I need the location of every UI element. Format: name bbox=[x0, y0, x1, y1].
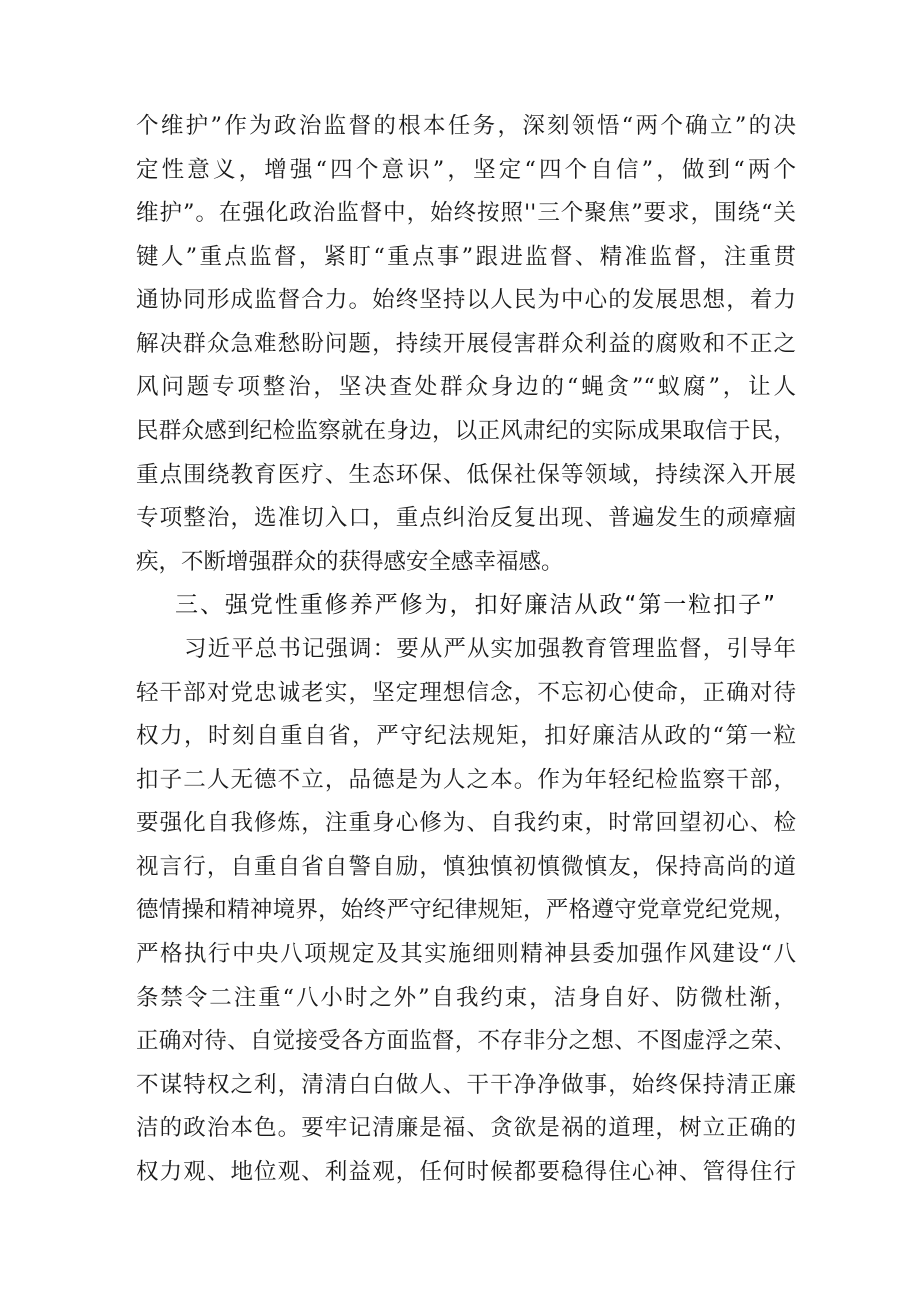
paragraph-1-line: 疾，不断增强群众的获得感安全感幸福感。 bbox=[136, 549, 564, 575]
paragraph-1-line: 键人”重点监督，紧盯“重点事”跟进监督、精准监督，注重贯 bbox=[136, 244, 796, 270]
paragraph-2-line: 不谋特权之利，清清白白做人、干干净净做事，始终保持清正廉 bbox=[136, 1072, 796, 1098]
paragraph-2-line: 轻干部对党忠诚老实，坚定理想信念，不忘初心使命，正确对待 bbox=[136, 680, 796, 706]
paragraph-2-line: 条禁令二注重“八小时之外”自我约束，洁身自好、防微杜渐， bbox=[136, 985, 796, 1011]
paragraph-1-line: 维护”。在强化政治监督中，始终按照''三个聚焦”要求，围绕“关 bbox=[136, 200, 796, 226]
paragraph-2-line: 德情操和精神境界，始终严守纪律规矩，严格遵守党章党纪党规， bbox=[136, 897, 796, 923]
paragraph-2-line: 扣子二人无德不立，品德是为人之本。作为年轻纪检监察干部， bbox=[136, 767, 796, 793]
paragraph-1-line: 民群众感到纪检监察就在身边，以正风肃纪的实际成果取信于民， bbox=[136, 418, 796, 444]
paragraph-1-line: 个维护”作为政治监督的根本任务，深刻领悟“两个确立”的决 bbox=[136, 113, 796, 139]
paragraph-1-line: 通协同形成监督合力。始终坚持以人民为中心的发展思想，着力 bbox=[136, 287, 796, 313]
paragraph-1-line: 风问题专项整治，坚决查处群众身边的“蝇贪”“蚁腐”，让人 bbox=[136, 374, 796, 400]
paragraph-1-line: 重点围绕教育医疗、生态环保、低保社保等领域，持续深入开展 bbox=[136, 462, 796, 488]
section-heading: 三、强党性重修养严修为，扣好廉洁从政“第一粒扣子” bbox=[175, 592, 775, 618]
paragraph-2-line: 正确对待、自觉接受各方面监督，不存非分之想、不图虚浮之荣、 bbox=[136, 1028, 796, 1054]
paragraph-2-line: 视言行，自重自省自警自励，慎独慎初慎微慎友，保持高尚的道 bbox=[136, 854, 796, 880]
paragraph-2-line: 权力观、地位观、利益观，任何时候都要稳得住心神、管得住行 bbox=[136, 1159, 796, 1185]
paragraph-2-line: 要强化自我修炼，注重身心修为、自我约束，时常回望初心、检 bbox=[136, 810, 796, 836]
paragraph-1-line: 解决群众急难愁盼问题，持续开展侵害群众利益的腐败和不正之 bbox=[136, 331, 796, 357]
paragraph-2-line: 严格执行中央八项规定及其实施细则精神县委加强作风建设“八 bbox=[136, 941, 796, 967]
paragraph-2-line: 洁的政治本色。要牢记清廉是福、贪欲是祸的道理，树立正确的 bbox=[136, 1115, 796, 1141]
paragraph-2-line: 权力，时刻自重自省，严守纪法规矩，扣好廉洁从政的“第一粒 bbox=[136, 723, 796, 749]
paragraph-1-line: 定性意义，增强“四个意识”，坚定“四个自信”，做到“两个 bbox=[136, 157, 796, 183]
paragraph-2-line: 习近平总书记强调：要从严从实加强教育管理监督，引导年 bbox=[184, 636, 796, 662]
paragraph-1-line: 专项整治，选准切入口，重点纠治反复出现、普遍发生的顽瘴痼 bbox=[136, 505, 796, 531]
